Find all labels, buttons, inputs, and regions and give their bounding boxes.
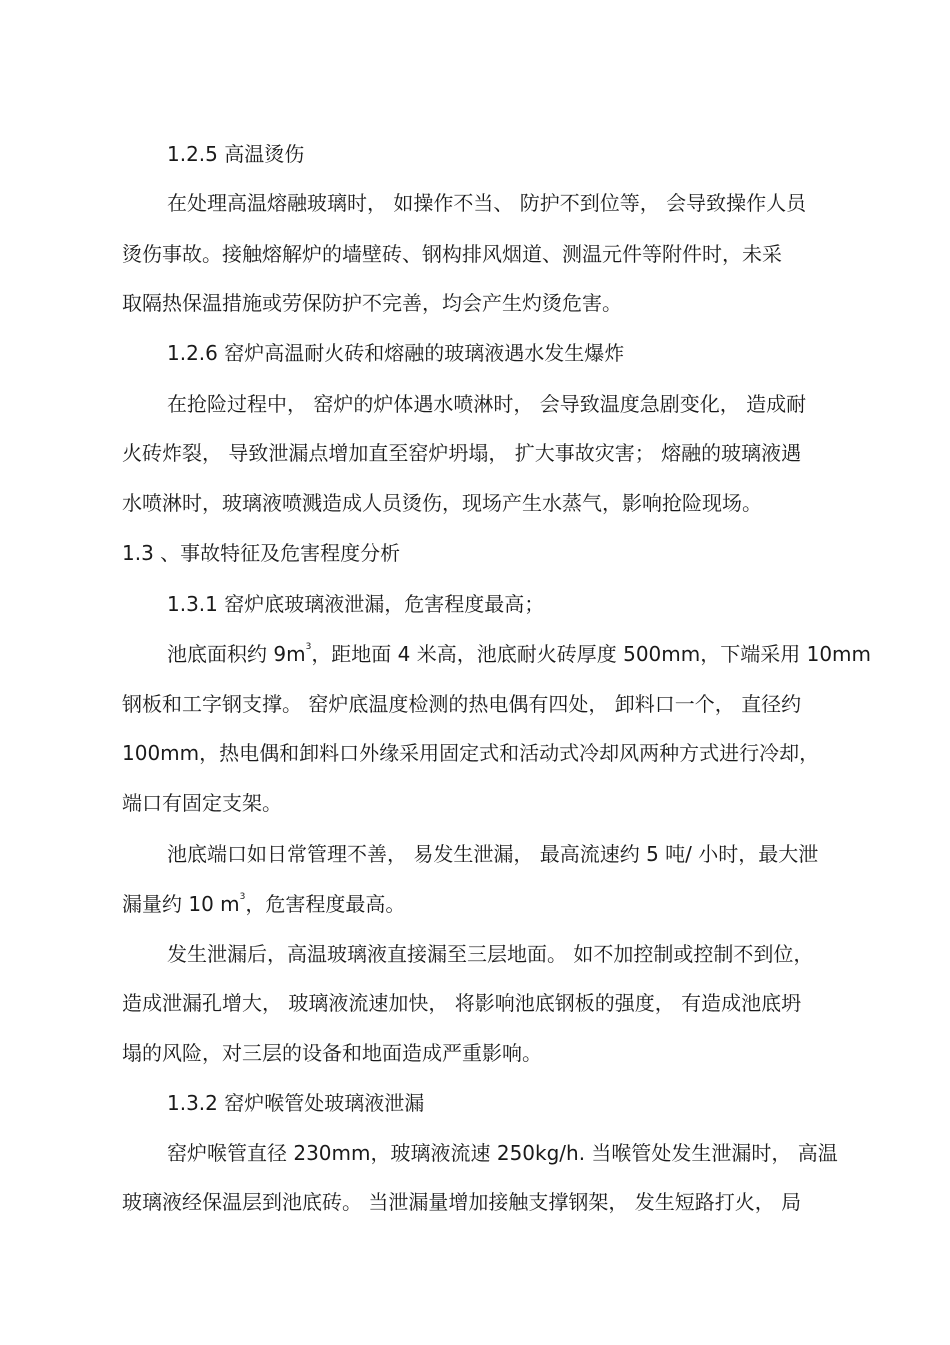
paragraph-line: 钢板和工字钢支撑。 窑炉底温度检测的热电偶有四处， 卸料口一个， 直径约 xyxy=(122,692,802,716)
text-segment: 池底面积约 9m xyxy=(167,642,306,666)
paragraph-line xyxy=(122,892,405,916)
paragraph-line: 端口有固定支架。 xyxy=(122,791,282,815)
text-segment: ，距地面 4 米高，池底耐火砖厚度 500mm，下端采用 10mm xyxy=(311,642,872,666)
paragraph-line: 在抢险过程中， 窑炉的炉体遇水喷淋时， 会导致温度急剧变化， 造成耐 xyxy=(167,392,807,416)
paragraph-line: 水喷淋时，玻璃液喷溅造成人员烫伤，现场产生水蒸气，影响抢险现场。 xyxy=(122,491,762,515)
heading-1-3: 1.3 、事故特征及危害程度分析 xyxy=(122,541,401,565)
superscript: 3 xyxy=(305,642,312,652)
paragraph-line: 取隔热保温措施或劳保防护不完善，均会产生灼烫危害。 xyxy=(122,291,622,315)
paragraph-line: 烫伤事故。接触熔解炉的墙壁砖、钢构排风烟道、测温元件等附件时，未采 xyxy=(122,242,782,266)
paragraph-line: 塌的风险，对三层的设备和地面造成严重影响。 xyxy=(122,1041,542,1065)
paragraph-line: 造成泄漏孔增大， 玻璃液流速加快， 将影响池底钢板的强度， 有造成池底坍 xyxy=(122,991,802,1015)
superscript: 3 xyxy=(239,892,246,902)
paragraph-line: 池底端口如日常管理不善， 易发生泄漏， 最高流速约 5 吨/ 小时，最大泄 xyxy=(167,842,819,866)
paragraph-line: 火砖炸裂， 导致泄漏点增加直至窑炉坍塌， 扩大事故灾害； 熔融的玻璃液遇 xyxy=(122,441,802,465)
heading-1-2-6: 1.2.6 窑炉高温耐火砖和熔融的玻璃液遇水发生爆炸 xyxy=(167,341,625,365)
heading-1-3-2: 1.3.2 窑炉喉管处玻璃液泄漏 xyxy=(167,1091,425,1115)
paragraph-line: 发生泄漏后，高温玻璃液直接漏至三层地面。 如不加控制或控制不到位， xyxy=(167,942,814,966)
text-segment: ，危害程度最高。 xyxy=(245,892,406,916)
paragraph-line xyxy=(167,642,871,666)
paragraph-line: 在处理高温熔融玻璃时， 如操作不当、 防护不到位等， 会导致操作人员 xyxy=(167,191,807,215)
heading-1-2-5: 1.2.5 高温烫伤 xyxy=(167,142,305,166)
paragraph-line: 玻璃液经保温层到池底砖。 当泄漏量增加接触支撑钢架， 发生短路打火， 局 xyxy=(122,1190,802,1214)
heading-1-3-1: 1.3.1 窑炉底玻璃液泄漏，危害程度最高； xyxy=(167,592,545,616)
text-segment: 漏量约 10 m xyxy=(122,892,240,916)
paragraph-line: 窑炉喉管直径 230mm，玻璃液流速 250kg/h. 当喉管处发生泄漏时， 高温 xyxy=(167,1141,838,1165)
paragraph-line: 100mm，热电偶和卸料口外缘采用固定式和活动式冷却风两种方式进行冷却， xyxy=(122,741,820,765)
